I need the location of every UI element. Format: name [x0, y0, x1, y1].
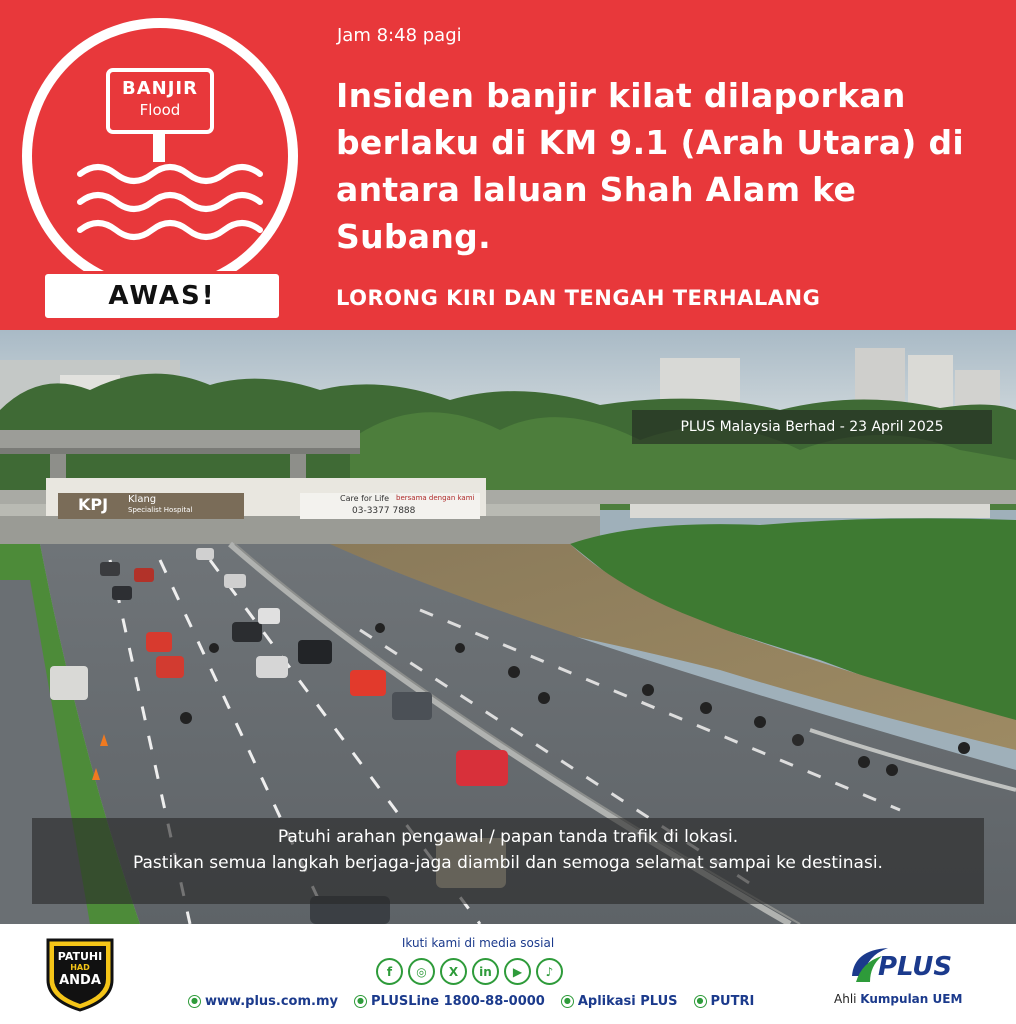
alert-header: [0, 0, 1016, 330]
billboard-location: Klang: [128, 494, 157, 505]
social-media-row: [376, 958, 563, 985]
contact-row: [188, 994, 754, 1009]
patuhi-logo-line3: ANDA: [59, 973, 101, 988]
youtube-icon[interactable]: ▶: [504, 958, 531, 985]
highway-flood-photo: [0, 330, 1016, 924]
x-icon[interactable]: X: [440, 958, 467, 985]
contact-website[interactable]: [188, 994, 338, 1009]
billboard-subtitle: Specialist Hospital: [128, 506, 193, 514]
awas-warning-label: AWAS!: [42, 271, 282, 321]
flood-sign-icon: [22, 18, 298, 294]
social-media-title: Ikuti kami di media sosial: [401, 936, 555, 950]
flood-warning-badge: [22, 18, 298, 294]
sign-label-banjir: BANJIR: [122, 78, 198, 99]
contact-website-label: www.plus.com.my: [205, 994, 338, 1009]
footer: [0, 924, 1016, 1024]
billboard-phone: 03-3377 7888: [352, 506, 416, 516]
uem-member-prefix: Ahli: [834, 992, 861, 1006]
photo-credit-watermark: PLUS Malaysia Berhad - 23 April 2025: [632, 410, 992, 444]
contact-app[interactable]: [561, 994, 678, 1009]
contact-plusline[interactable]: [354, 994, 545, 1009]
incident-headline: Insiden banjir kilat dilaporkan berlaku di KM 9.1 (Arah Utara) di antara laluan Shah Alam ke Subang.: [336, 76, 964, 256]
patuhi-logo-line1: PATUHI: [57, 950, 103, 963]
advice-line-1: Patuhi arahan pengawal / papan tanda trafik di lokasi.: [277, 827, 739, 847]
sign-label-flood: Flood: [139, 101, 181, 119]
tiktok-icon[interactable]: ♪: [536, 958, 563, 985]
billboard-brand: KPJ: [78, 495, 109, 514]
uem-member-group: Kumpulan UEM: [860, 992, 963, 1006]
contact-plusline-label: PLUSLine 1800-88-0000: [370, 994, 545, 1009]
instagram-icon[interactable]: ◎: [408, 958, 435, 985]
person-icon: ●: [694, 995, 707, 1008]
globe-icon: ●: [188, 995, 201, 1008]
contact-putri-label: PUTRI: [710, 994, 755, 1009]
facebook-icon[interactable]: f: [376, 958, 403, 985]
contact-app-label: Aplikasi PLUS: [577, 994, 678, 1009]
plus-brand-text: PLUS: [878, 952, 953, 982]
uem-member-text: [834, 992, 962, 1006]
mobile-app-icon: ●: [561, 995, 574, 1008]
safety-advice-box: [32, 818, 984, 904]
report-time: Jam 8:48 pagi: [337, 25, 462, 46]
billboard-tagline: Care for Life: [340, 494, 390, 503]
linkedin-icon[interactable]: in: [472, 958, 499, 985]
contact-putri[interactable]: [694, 994, 755, 1009]
lane-status: LORONG KIRI DAN TENGAH TERHALANG: [336, 286, 821, 310]
patuhi-logo-line2: HAD: [70, 963, 90, 972]
advice-line-2: Pastikan semua langkah berjaga-jaga diambil dan semoga selamat sampai ke destinasi.: [133, 853, 883, 873]
billboard-tagline-malay: bersama dengan kami: [396, 494, 475, 502]
phone-icon: ●: [354, 995, 367, 1008]
